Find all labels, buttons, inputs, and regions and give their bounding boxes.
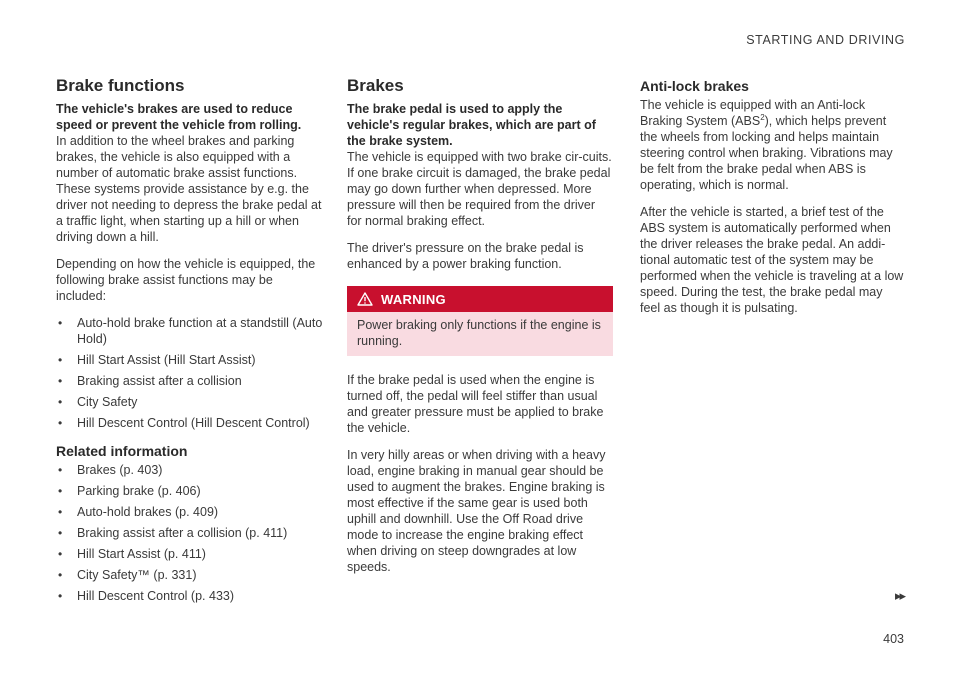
warning-box [347, 286, 613, 356]
list-item: • Auto-hold brake function at a standstill (Auto Hold) [58, 316, 323, 346]
list-item: • City Safety [58, 395, 138, 409]
footnote-ref[interactable]: 2 [760, 112, 765, 122]
bullet-icon: • [58, 353, 63, 367]
bullet-icon: • [58, 416, 63, 430]
bullet-icon: • [58, 484, 63, 498]
warning-text: Power braking only functions if the engine is running. [347, 312, 613, 356]
bullet-icon: • [58, 374, 63, 388]
related-link[interactable]: • Braking assist after a collision (p. 411) [58, 526, 288, 540]
section-title-brakes: Brakes [347, 76, 404, 95]
related-link[interactable]: • Auto-hold brakes (p. 409) [58, 505, 219, 519]
related-link[interactable]: • Hill Descent Control (p. 433) [58, 589, 235, 603]
list-item: • Braking assist after a collision [58, 374, 242, 388]
paragraph-abs: The vehicle is equipped with an Anti-lock Braking System (ABS$^2$), which helps prevent the wheels from locking and helps maintain steering control when braking. Vibrations may be felt from the brake pedal when ABS is operating, which is normal. [640, 98, 893, 192]
bullet-icon: • [58, 463, 63, 477]
lead-text: The brake pedal is used to apply the vehicle's regular brakes, which are part of the brake system. [347, 102, 596, 148]
paragraph: Depending on how the vehicle is equipped, the following brake assist functions may be included: [56, 257, 316, 303]
paragraph: In very hilly areas or when driving with a heavy load, engine braking in manual gear should be used to augment the brakes. Engine braking is most effective if the same gear is used both uphill and downhill. Use the Off Road drive mode to increase the engine braking effect when driving on steep downgrades at low speeds. [347, 448, 606, 574]
warning-label: WARNING [381, 291, 446, 307]
related-link[interactable]: • Parking brake (p. 406) [58, 484, 201, 498]
paragraph: The driver's pressure on the brake pedal is enhanced by a power braking function. [347, 241, 584, 271]
bullet-icon: • [58, 395, 63, 409]
paragraph: The vehicle is equipped with two brake cir-cuits. If one brake circuit is damaged, the brake pedal may go down further when depressed. More pressure will then be required from the driver for normal braking effect. [347, 150, 612, 228]
running-header: STARTING AND DRIVING [746, 33, 905, 47]
related-link[interactable]: • City Safety™ (p. 331) [58, 568, 197, 582]
related-links-list [56, 462, 324, 604]
bullet-icon: • [58, 526, 63, 540]
related-link[interactable]: • Hill Start Assist (p. 411) [58, 547, 206, 561]
bullet-icon: • [58, 505, 63, 519]
paragraph: In addition to the wheel brakes and parking brakes, the vehicle is also equipped with a number of automatic brake assist functions. These systems provide assistance by e.g. the driver not needing to depress the brake pedal at a traffic light, when starting up a hill or when driving down a hill. [56, 134, 322, 244]
list-item: • Hill Descent Control (Hill Descent Control) [58, 416, 310, 430]
column-anti-lock-brakes [640, 76, 904, 327]
page-number: 403 [883, 632, 904, 646]
section-title-brake-functions: Brake functions [56, 76, 185, 95]
bullet-icon: • [58, 589, 63, 603]
section-title-anti-lock-brakes: Anti-lock brakes [640, 78, 749, 94]
warning-triangle-icon [357, 292, 373, 306]
related-information-title: Related information [56, 443, 188, 459]
brake-assist-list [56, 315, 324, 431]
paragraph: After the vehicle is started, a brief test of the ABS system is automatically performed when the driver releases the brake pedal. An addi-tional automatic test of the system may be performed when the vehicle is traveling at a low speed. During the test, the brake pedal may feel as though it is pulsating. [640, 205, 904, 315]
paragraph: If the brake pedal is used when the engine is turned off, the pedal will feel stiffer than usual and greater pressure must be applied to brake the vehicle. [347, 373, 604, 435]
column-brake-functions [56, 76, 324, 616]
bullet-icon: • [58, 316, 63, 330]
bullet-icon: • [58, 568, 63, 582]
related-link[interactable]: • Brakes (p. 403) [58, 463, 163, 477]
list-item: • Hill Start Assist (Hill Start Assist) [58, 353, 256, 367]
column-brakes [347, 76, 613, 586]
next-page-icon[interactable]: ▸▸ [894, 588, 904, 603]
lead-text: The vehicle's brakes are used to reduce speed or prevent the vehicle from rolling. [56, 102, 302, 132]
warning-header [347, 286, 613, 312]
bullet-icon: • [58, 547, 63, 561]
